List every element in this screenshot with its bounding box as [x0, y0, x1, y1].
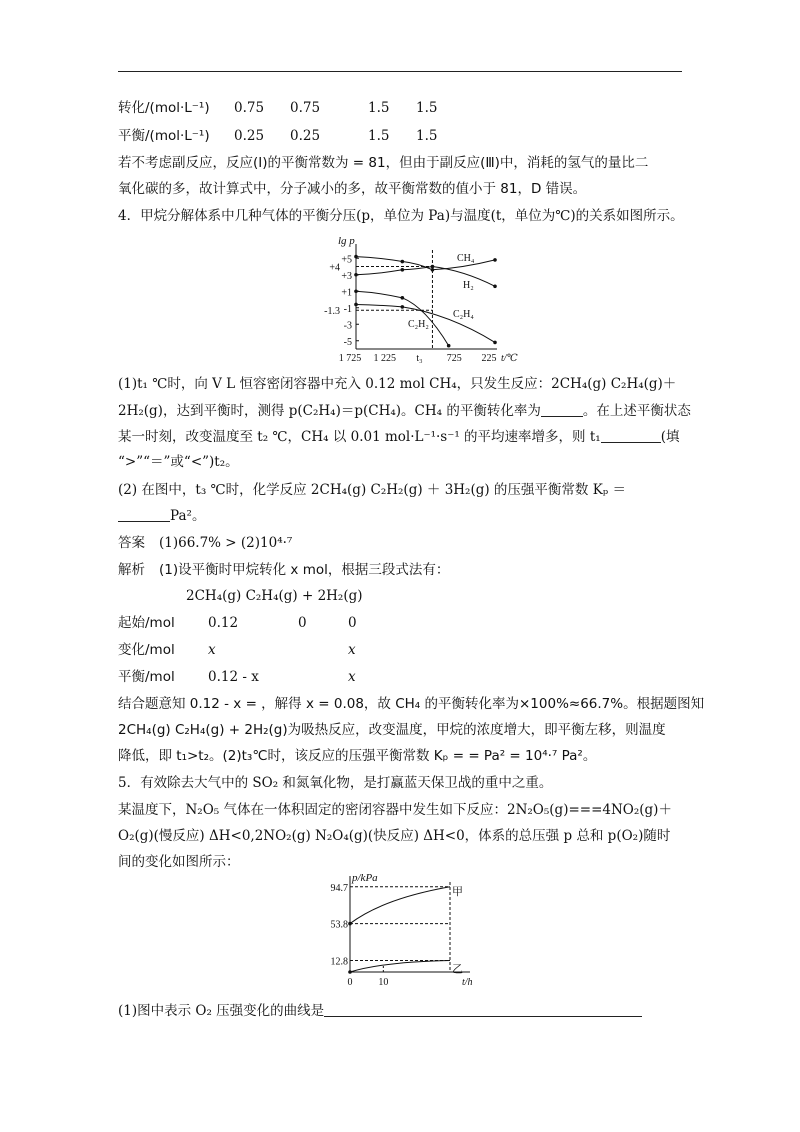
chart-lgp-vs-t	[300, 232, 520, 367]
x-tick-label: 725	[446, 353, 462, 364]
question-line	[118, 426, 679, 448]
analysis-line: 降低，即 t₁>t₂。(2)t₃℃时，该反应的压强平衡常数 Kₚ = = Pa² = 10⁴·⁷ Pa²。	[118, 748, 597, 764]
row-label: 平衡/mol	[118, 669, 175, 685]
question-line	[118, 1000, 642, 1022]
question-text: (填	[660, 429, 680, 445]
data-point	[447, 344, 451, 348]
y-tick-label: +3	[341, 270, 352, 282]
x-axis-label: t/℃	[501, 353, 518, 364]
series-label: 甲	[452, 885, 463, 898]
answer-text: (1)66.7% > (2)10⁴·⁷	[159, 535, 293, 551]
y-tick-label: 53.8	[330, 919, 348, 931]
series-label: H₂	[463, 280, 474, 291]
series-label: C₂H₄	[453, 309, 474, 320]
x-tick-label: 10	[378, 977, 389, 988]
question-text: Pa²。	[170, 508, 206, 524]
question-line	[118, 505, 205, 527]
data-point	[401, 268, 405, 272]
question-text: 2H₂(g)，达到平衡时，测得 p(C₂H₄)＝p(CH₄)。CH₄ 的平衡转化率为	[118, 403, 541, 419]
y-marked-label: +4	[329, 262, 340, 274]
series-label: 乙	[452, 963, 463, 976]
data-point	[431, 265, 435, 269]
cell: 1.5	[368, 100, 390, 116]
x-axis-label: t/h	[462, 977, 473, 988]
question-line: 某温度下，N₂O₅ 气体在一体积固定的密闭容器中发生如下反应：2N₂O₅(g)===4NO₂(g)＋	[118, 802, 672, 818]
answer-line	[118, 532, 292, 554]
y-tick-label: 94.7	[330, 882, 348, 894]
question-text: 。在上述平衡状态	[582, 403, 691, 419]
paragraph-line: 氧化碳的多，故计算式中，分子减小的多，故平衡常数的值小于 81，D 错误。	[118, 181, 587, 197]
answer-label: 答案	[118, 535, 145, 551]
cell: 0.25	[290, 128, 321, 144]
data-point	[354, 273, 358, 277]
question-4-stem: 4．甲烷分解体系中几种气体的平衡分压(p，单位为 Pa)与温度(t，单位为℃)的关系如图所示。	[118, 208, 684, 224]
cell: 0.12	[208, 615, 239, 631]
cell: 0.75	[234, 100, 265, 116]
series-line-H₂	[356, 267, 495, 287]
y-tick-label: -5	[343, 336, 352, 348]
series-line-甲	[350, 887, 450, 924]
table-row	[118, 666, 356, 688]
question-text: 某一时刻，改变温度至 t₂ ℃，CH₄ 以 0.01 mol·L⁻¹·s⁻¹ 的平均速率增多，则 t₁	[118, 429, 601, 445]
data-point	[493, 341, 497, 345]
x-tick-label: 225	[481, 353, 497, 364]
table-row	[118, 639, 356, 661]
series-label: CH₄	[457, 253, 475, 264]
cell: 1.5	[368, 128, 390, 144]
x-tick-label: 1 725	[338, 353, 362, 364]
question-line: (2) 在图中，t₃ ℃时，化学反应 2CH₄(g) C₂H₂(g) ＋ 3H₂(g) 的压强平衡常数 Kₚ ＝	[118, 482, 626, 498]
data-point	[348, 922, 352, 926]
data-point	[354, 255, 358, 259]
x-tick-label: t₃	[416, 353, 423, 364]
answer-blank	[118, 507, 170, 522]
cell: x	[208, 642, 216, 658]
cell: 0.75	[290, 100, 321, 116]
data-point	[354, 289, 358, 293]
cell: x	[348, 669, 356, 685]
question-5-stem: 5．有效除去大气中的 SO₂ 和氮氧化物，是打赢蓝天保卫战的重中之重。	[118, 775, 553, 791]
series-label: C₂H₂	[408, 319, 429, 330]
row-label: 转化/(mol·L⁻¹)	[118, 100, 210, 116]
y-tick-label: +1	[341, 287, 352, 299]
data-point	[354, 303, 358, 307]
y-marked-label: -1.3	[324, 306, 340, 318]
analysis-line: 2CH₄(g) C₂H₄(g) + 2H₂(g)为吸热反应，改变温度，甲烷的浓度增大，即平衡左移，则温度	[118, 722, 666, 738]
table-row	[118, 125, 437, 147]
data-point	[348, 970, 352, 974]
y-axis-label: lg p	[338, 235, 355, 247]
cell: 1.5	[416, 100, 438, 116]
question-line: (1)t₁ ℃时，向 V L 恒容密闭容器中充入 0.12 mol CH₄，只发生反应：2CH₄(g) C₂H₄(g)＋	[118, 376, 677, 392]
y-tick-label: -1	[343, 303, 352, 315]
analysis-equation: 2CH₄(g) C₂H₄(g) + 2H₂(g)	[186, 588, 363, 604]
analysis-line: 结合题意知 0.12 - x = ，解得 x = 0.08，故 CH₄ 的平衡转化率为×100%≈66.7%。根据题图知	[118, 696, 705, 712]
cell: 0	[348, 615, 357, 631]
analysis-label: 解析	[118, 562, 145, 578]
table-row	[118, 612, 357, 634]
table-row	[118, 97, 437, 119]
question-line	[118, 400, 691, 422]
header-rule	[118, 71, 682, 72]
cell: 0	[298, 615, 307, 631]
row-label: 变化/mol	[118, 642, 175, 658]
chart-p-vs-time	[330, 870, 490, 995]
x-tick-label: 1 225	[373, 353, 396, 364]
row-label: 起始/mol	[118, 615, 175, 631]
question-line: 间的变化如图所示：	[118, 854, 240, 870]
paragraph-line: 若不考虑副反应，反应(Ⅰ)的平衡常数为 = 81，但由于副反应(Ⅲ)中，消耗的氢气的量比二	[118, 155, 649, 171]
cell: 0.25	[234, 128, 265, 144]
row-label: 平衡/(mol·L⁻¹)	[118, 128, 210, 144]
data-point	[401, 260, 405, 264]
data-point	[431, 268, 435, 272]
data-point	[493, 285, 497, 289]
y-tick-label: +5	[341, 254, 352, 266]
data-point	[493, 258, 497, 262]
data-point	[401, 305, 405, 309]
answer-blank	[601, 428, 661, 443]
cell: x	[348, 642, 356, 658]
y-tick-label: 12.8	[330, 956, 348, 968]
question-line: O₂(g)(慢反应) ΔH<0,2NO₂(g) N₂O₄(g)(快反应) ΔH<0，体系的总压强 p 总和 p(O₂)随时	[118, 828, 671, 844]
question-text: (1)图中表示 O₂ 压强变化的曲线是	[118, 1003, 325, 1019]
analysis-intro: (1)设平衡时甲烷转化 x mol，根据三段式法有：	[159, 562, 450, 578]
cell: 0.12 - x	[208, 669, 259, 685]
y-axis-label: p/kPa	[352, 872, 378, 884]
cell: 1.5	[416, 128, 438, 144]
x-tick-label: 0	[347, 977, 353, 988]
answer-blank	[324, 1002, 642, 1017]
data-point	[401, 296, 405, 300]
y-tick-label: -3	[343, 320, 352, 332]
question-line: “>”“＝”或“<”)t₂。	[118, 454, 239, 470]
answer-blank	[541, 402, 583, 417]
analysis-line	[118, 559, 449, 581]
series-line-乙	[350, 960, 450, 972]
